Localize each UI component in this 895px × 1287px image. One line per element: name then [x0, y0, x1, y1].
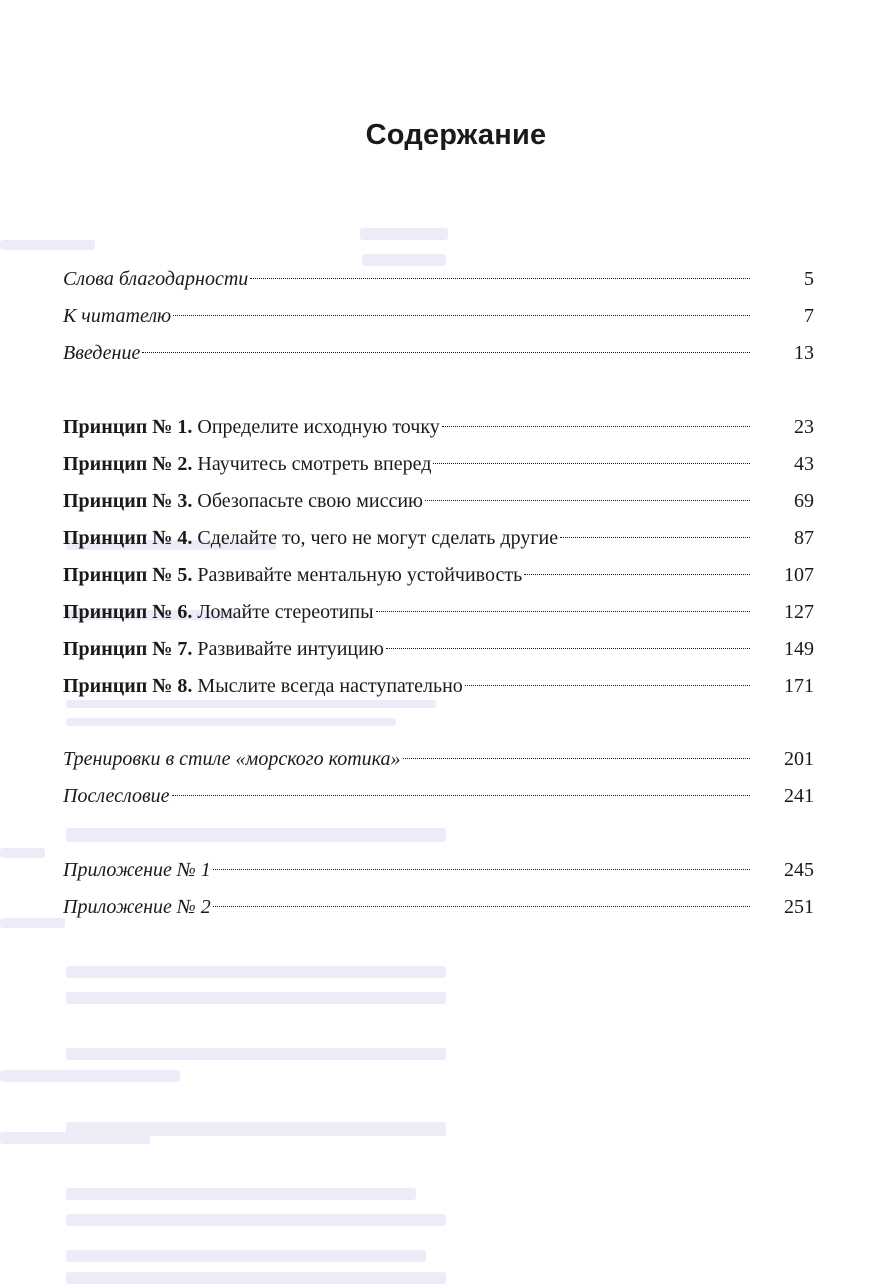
- page-number: 69: [794, 490, 814, 512]
- dot-leader: [142, 333, 750, 359]
- toc-entry[interactable]: [63, 629, 814, 660]
- toc-entry[interactable]: [63, 259, 814, 290]
- page-title: Содержание: [365, 119, 547, 152]
- dot-leader: [173, 296, 750, 322]
- dot-leader: [250, 259, 750, 285]
- page-number: 201: [784, 748, 814, 770]
- entry-title: [63, 599, 374, 625]
- dot-leader: [213, 850, 750, 876]
- entry-title: [63, 488, 423, 514]
- toc-entry[interactable]: [63, 555, 814, 586]
- page-number: 241: [784, 785, 814, 807]
- entry-title: [63, 414, 440, 440]
- dot-leader: [560, 518, 750, 544]
- principle-text: Развивайте ментальную устойчивость: [197, 564, 523, 586]
- toc-entry[interactable]: [63, 333, 814, 364]
- toc-entry[interactable]: [63, 407, 814, 438]
- entry-title: Слова благодарности: [63, 268, 249, 290]
- entry-title: [63, 636, 384, 662]
- entry-title: Введение: [63, 342, 141, 364]
- page-number: 127: [784, 601, 814, 623]
- entry-title: [63, 525, 558, 551]
- dot-leader: [425, 481, 750, 507]
- toc-entry[interactable]: [63, 739, 814, 770]
- dot-leader: [465, 666, 750, 692]
- page-number: 5: [804, 268, 814, 290]
- toc-entry[interactable]: [63, 887, 814, 918]
- entry-title: К читателю: [63, 305, 172, 327]
- page-number: 87: [794, 527, 814, 549]
- dot-leader: [433, 444, 750, 470]
- toc-entry[interactable]: [63, 592, 814, 623]
- dot-leader: [172, 776, 750, 802]
- dot-leader: [442, 407, 750, 433]
- toc-entry[interactable]: [63, 666, 814, 697]
- entry-title: Приложение № 2: [63, 896, 211, 918]
- principle-text: Обезопасьте свою миссию: [197, 490, 423, 512]
- toc-entry[interactable]: [63, 850, 814, 881]
- page-number: 149: [784, 638, 814, 660]
- page-number: 43: [794, 453, 814, 475]
- page-number: 13: [794, 342, 814, 364]
- principle-label: Принцип № 1.: [63, 416, 193, 438]
- entry-title: [63, 562, 522, 588]
- toc-entry[interactable]: [63, 518, 814, 549]
- page-number: 245: [784, 859, 814, 881]
- page-number: 171: [784, 675, 814, 697]
- principle-label: Принцип № 5.: [63, 564, 193, 586]
- toc-entry[interactable]: [63, 481, 814, 512]
- toc-entry[interactable]: [63, 296, 814, 327]
- entry-title: [63, 451, 431, 477]
- page-number: 7: [804, 305, 814, 327]
- principle-text: Ломайте стереотипы: [197, 601, 374, 623]
- entry-title: Послесловие: [63, 785, 170, 807]
- page-number: 107: [784, 564, 814, 586]
- principle-label: Принцип № 3.: [63, 490, 193, 512]
- principle-text: Научитесь смотреть вперед: [197, 453, 432, 475]
- dot-leader: [376, 592, 751, 618]
- principle-label: Принцип № 7.: [63, 638, 193, 660]
- principle-label: Принцип № 8.: [63, 675, 193, 697]
- page-number: 23: [794, 416, 814, 438]
- principle-label: Принцип № 6.: [63, 601, 193, 623]
- toc-entry[interactable]: [63, 444, 814, 475]
- dot-leader: [524, 555, 750, 581]
- entry-title: Приложение № 1: [63, 859, 211, 881]
- dot-leader: [386, 629, 750, 655]
- principle-text: Сделайте то, чего не могут сделать другие: [197, 527, 559, 549]
- principle-text: Мыслите всегда наступательно: [197, 675, 463, 697]
- dot-leader: [213, 887, 750, 913]
- page-number: 251: [784, 896, 814, 918]
- principle-label: Принцип № 2.: [63, 453, 193, 475]
- entry-title: [63, 673, 463, 699]
- principle-label: Принцип № 4.: [63, 527, 193, 549]
- principle-text: Определите исходную точку: [197, 416, 440, 438]
- principle-text: Развивайте интуицию: [197, 638, 384, 660]
- entry-title: Тренировки в стиле «морского котика»: [63, 748, 401, 770]
- dot-leader: [403, 739, 751, 765]
- toc-entry[interactable]: [63, 776, 814, 807]
